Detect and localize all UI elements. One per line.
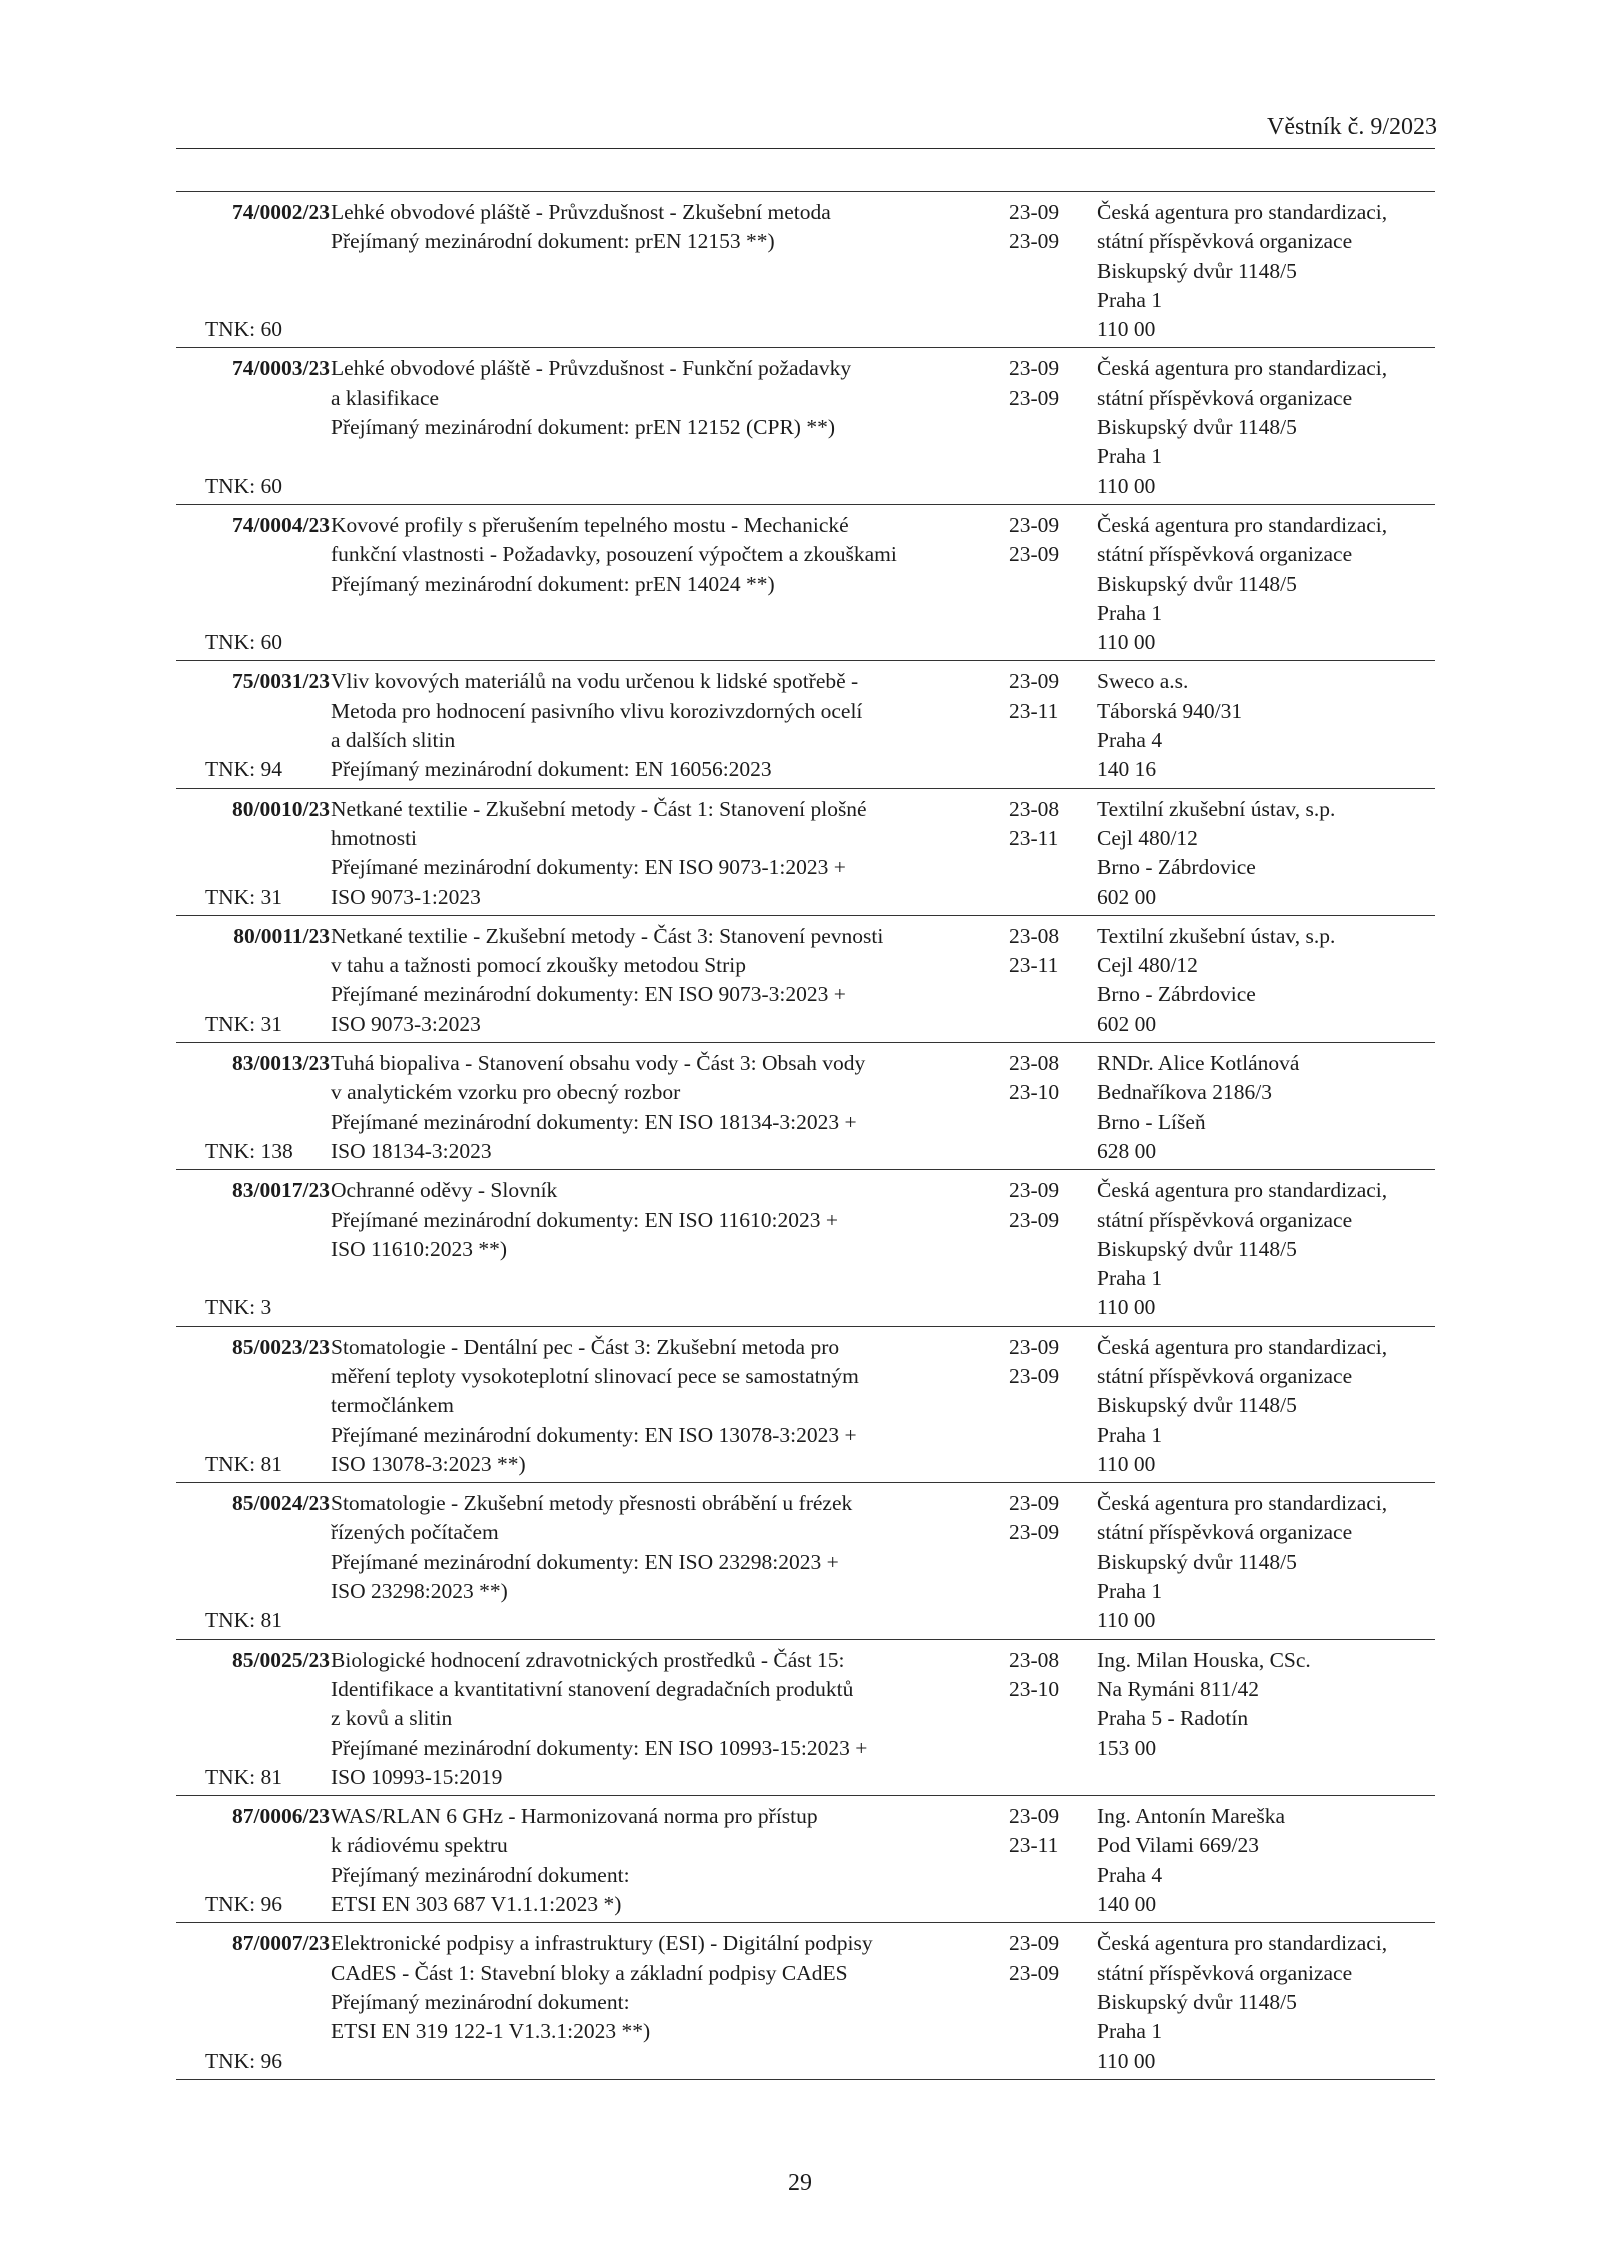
entry-date: 23-08 xyxy=(1009,1647,1060,1672)
entry-date: 23-09 xyxy=(1009,200,1060,224)
entry-id-cell xyxy=(176,1326,331,1482)
entry-date: 23-09 xyxy=(1009,1334,1060,1359)
entry-organization-line: Praha 1 xyxy=(1097,444,1163,469)
bulletin-title: Věstník č. 9/2023 xyxy=(1267,114,1437,140)
entry-organization-cell xyxy=(1097,915,1435,1042)
entry-organization-cell xyxy=(1097,788,1435,915)
entry-organization-line: Praha 1 xyxy=(1097,1266,1163,1291)
entry-date: 23-09 xyxy=(1009,1178,1060,1203)
entry-tnk: TNK: 94 xyxy=(205,757,283,782)
table-row xyxy=(176,192,1435,348)
entry-dates-cell xyxy=(1009,1483,1097,1639)
entry-id-cell xyxy=(176,915,331,1042)
entry-id-cell xyxy=(176,1483,331,1639)
entry-title-cell xyxy=(331,1796,1009,1923)
entry-title-line: ISO 9073-1:2023 xyxy=(331,884,481,909)
entry-title-line: Přejímaný mezinárodní dokument: xyxy=(331,1989,630,2014)
entry-title-cell xyxy=(331,192,1009,348)
entry-organization-line: 110 00 xyxy=(1097,2048,1156,2073)
entry-title-line: Netkané textilie - Zkušební metody - Část 1: Stanovení plošné xyxy=(331,796,867,821)
entry-date: 23-08 xyxy=(1009,796,1060,821)
entry-tnk: TNK: 81 xyxy=(205,1451,283,1476)
entry-organization-line: Brno - Zábrdovice xyxy=(1097,855,1256,880)
entry-date: 23-10 xyxy=(1009,1080,1060,1105)
entry-organization-cell xyxy=(1097,1639,1435,1795)
entry-organization-line: Česká agentura pro standardizaci, xyxy=(1097,1931,1388,1956)
entry-organization-line: RNDr. Alice Kotlánová xyxy=(1097,1051,1300,1076)
entry-tnk: TNK: 81 xyxy=(205,1608,283,1633)
entry-date: 23-09 xyxy=(1009,1491,1060,1516)
page-number: 29 xyxy=(788,2170,812,2196)
entry-title-line: ISO 11610:2023 **) xyxy=(331,1236,507,1261)
entry-dates-cell xyxy=(1009,915,1097,1042)
entry-organization-line: Česká agentura pro standardizaci, xyxy=(1097,356,1388,381)
entry-dates-cell xyxy=(1009,661,1097,788)
entry-title-cell xyxy=(331,1923,1009,2079)
entry-organization-line: Praha 1 xyxy=(1097,287,1163,312)
entry-organization-line: Biskupský dvůr 1148/5 xyxy=(1097,415,1297,440)
entry-title-cell xyxy=(331,504,1009,660)
entry-organization-line: státní příspěvková organizace xyxy=(1097,1207,1353,1232)
table-row xyxy=(176,661,1435,788)
entry-title-line: Netkané textilie - Zkušební metody - Část 3: Stanovení pevnosti xyxy=(331,923,884,948)
table-row xyxy=(176,1639,1435,1795)
entry-tnk: TNK: 138 xyxy=(205,1138,293,1163)
entry-title-cell xyxy=(331,1483,1009,1639)
entry-title-cell xyxy=(331,1326,1009,1482)
entry-title-line: v analytickém vzorku pro obecný rozbor xyxy=(331,1080,681,1105)
entry-organization-line: Praha 5 - Radotín xyxy=(1097,1706,1249,1731)
entry-date: 23-09 xyxy=(1009,1207,1060,1232)
entry-tnk: TNK: 81 xyxy=(205,1764,283,1789)
entry-title-line: Stomatologie - Zkušební metody přesnosti obrábění u frézek xyxy=(331,1491,853,1516)
entry-organization-line: 602 00 xyxy=(1097,1011,1157,1036)
entry-date: 23-11 xyxy=(1009,825,1059,850)
entry-organization-line: Praha 1 xyxy=(1097,1422,1163,1447)
entry-title-line: ETSI EN 303 687 V1.1.1:2023 *) xyxy=(331,1892,622,1917)
entry-title-line: v tahu a tažnosti pomocí zkoušky metodou Strip xyxy=(331,953,747,978)
entry-title-line: ISO 23298:2023 **) xyxy=(331,1579,508,1604)
entry-organization-line: 110 00 xyxy=(1097,317,1156,342)
entry-title-line: Přejímaný mezinárodní dokument: prEN 12153 **) xyxy=(331,229,775,254)
entry-organization-line: Brno - Líšeň xyxy=(1097,1109,1206,1134)
entry-id: 83/0013/23 xyxy=(232,1051,330,1076)
entry-organization-line: státní příspěvková organizace xyxy=(1097,1520,1353,1545)
entry-tnk: TNK: 3 xyxy=(205,1295,272,1320)
entry-dates-cell xyxy=(1009,1639,1097,1795)
entry-organization-line: státní příspěvková organizace xyxy=(1097,229,1353,254)
entry-date: 23-09 xyxy=(1009,669,1060,694)
entry-organization-line: Biskupský dvůr 1148/5 xyxy=(1097,571,1297,596)
entry-date: 23-09 xyxy=(1009,1520,1060,1545)
entry-title-line: Přejímané mezinárodní dokumenty: EN ISO 13078-3:2023 + xyxy=(331,1422,857,1447)
entry-title-cell xyxy=(331,788,1009,915)
table-row xyxy=(176,1170,1435,1326)
entry-organization-line: Biskupský dvůr 1148/5 xyxy=(1097,1989,1297,2014)
entry-title-line: ISO 9073-3:2023 xyxy=(331,1011,481,1036)
entry-organization-cell xyxy=(1097,661,1435,788)
entry-organization-line: Textilní zkušební ústav, s.p. xyxy=(1097,923,1336,948)
entry-date: 23-10 xyxy=(1009,1676,1060,1701)
standards-table xyxy=(176,191,1435,2080)
entry-title-line: Přejímané mezinárodní dokumenty: EN ISO 9073-1:2023 + xyxy=(331,855,846,880)
entry-title-line: Přejímaný mezinárodní dokument: prEN 12152 (CPR) **) xyxy=(331,415,835,440)
table-row xyxy=(176,1796,1435,1923)
entry-organization-line: Biskupský dvůr 1148/5 xyxy=(1097,1549,1297,1574)
entry-date: 23-09 xyxy=(1009,229,1060,254)
entry-title-line: Ochranné oděvy - Slovník xyxy=(331,1178,558,1203)
entry-dates-cell xyxy=(1009,504,1097,660)
entry-organization-line: Biskupský dvůr 1148/5 xyxy=(1097,1393,1297,1418)
entry-date: 23-09 xyxy=(1009,385,1060,410)
entry-title-line: Lehké obvodové pláště - Průvzdušnost - Funkční požadavky xyxy=(331,356,852,381)
entry-organization-line: Praha 4 xyxy=(1097,728,1163,753)
entry-id-cell xyxy=(176,1796,331,1923)
entry-title-line: Metoda pro hodnocení pasivního vlivu korozivzdorných ocelí xyxy=(331,698,863,723)
entry-organization-cell xyxy=(1097,192,1435,348)
entry-organization-line: Praha 1 xyxy=(1097,600,1163,625)
entry-organization-line: 110 00 xyxy=(1097,1451,1156,1476)
entry-organization-line: Praha 1 xyxy=(1097,2019,1163,2044)
entry-organization-line: Bednaříkova 2186/3 xyxy=(1097,1080,1272,1105)
entry-title-line: WAS/RLAN 6 GHz - Harmonizovaná norma pro přístup xyxy=(331,1804,818,1829)
entry-title-line: k rádiovému spektru xyxy=(331,1833,508,1858)
entry-title-cell xyxy=(331,1639,1009,1795)
entry-organization-line: státní příspěvková organizace xyxy=(1097,542,1353,567)
entry-title-line: z kovů a slitin xyxy=(331,1706,453,1731)
entry-id: 74/0004/23 xyxy=(232,512,330,537)
table-row xyxy=(176,348,1435,504)
entry-title-line: měření teploty vysokoteplotní slinovací pece se samostatným xyxy=(331,1363,859,1388)
entry-organization-line: Česká agentura pro standardizaci, xyxy=(1097,1334,1388,1359)
entry-date: 23-09 xyxy=(1009,1960,1060,1985)
entry-title-line: Vliv kovových materiálů na vodu určenou k lidské spotřebě - xyxy=(331,669,859,694)
entry-title-line: Lehké obvodové pláště - Průvzdušnost - Zkušební metoda xyxy=(331,200,831,224)
entry-organization-line: 140 00 xyxy=(1097,1892,1157,1917)
entry-date: 23-08 xyxy=(1009,923,1060,948)
entry-organization-line: Textilní zkušební ústav, s.p. xyxy=(1097,796,1336,821)
entry-id-cell xyxy=(176,788,331,915)
entry-tnk: TNK: 60 xyxy=(205,473,283,498)
entry-tnk: TNK: 60 xyxy=(205,630,283,655)
entry-title-line: a dalších slitin xyxy=(331,728,456,753)
entry-organization-line: Pod Vilami 669/23 xyxy=(1097,1833,1259,1858)
entry-date: 23-09 xyxy=(1009,1363,1060,1388)
entry-organization-line: Sweco a.s. xyxy=(1097,669,1189,694)
entry-id: 80/0010/23 xyxy=(232,796,330,821)
entry-organization-line: 628 00 xyxy=(1097,1138,1157,1163)
entry-title-cell xyxy=(331,1170,1009,1326)
entry-title-cell xyxy=(331,348,1009,504)
entry-id: 75/0031/23 xyxy=(232,669,330,694)
entry-title-cell xyxy=(331,915,1009,1042)
entry-id: 87/0007/23 xyxy=(232,1931,330,1956)
entry-title-cell xyxy=(331,661,1009,788)
table-row xyxy=(176,1923,1435,2079)
entry-title-line: Identifikace a kvantitativní stanovení degradačních produktů xyxy=(331,1676,854,1701)
entry-organization-line: Brno - Zábrdovice xyxy=(1097,982,1256,1007)
table-row xyxy=(176,1483,1435,1639)
entry-title-line: Přejímané mezinárodní dokumenty: EN ISO 9073-3:2023 + xyxy=(331,982,846,1007)
entry-date: 23-09 xyxy=(1009,542,1060,567)
table-row xyxy=(176,1043,1435,1170)
table-row xyxy=(176,504,1435,660)
entry-id-cell xyxy=(176,504,331,660)
entry-id: 74/0003/23 xyxy=(232,356,330,381)
entry-title-line: ETSI EN 319 122-1 V1.3.1:2023 **) xyxy=(331,2019,651,2044)
entry-id-cell xyxy=(176,1043,331,1170)
entry-date: 23-09 xyxy=(1009,1931,1060,1956)
entry-organization-line: 110 00 xyxy=(1097,1295,1156,1320)
entry-date: 23-11 xyxy=(1009,1833,1059,1858)
entry-organization-line: 110 00 xyxy=(1097,473,1156,498)
entry-id: 85/0024/23 xyxy=(232,1491,330,1516)
entry-title-line: Přejímané mezinárodní dokumenty: EN ISO 10993-15:2023 + xyxy=(331,1735,868,1760)
entry-organization-cell xyxy=(1097,1170,1435,1326)
table-row xyxy=(176,788,1435,915)
entry-date: 23-09 xyxy=(1009,512,1060,537)
entry-date: 23-08 xyxy=(1009,1051,1060,1076)
entry-id: 85/0023/23 xyxy=(232,1334,330,1359)
entry-organization-line: Táborská 940/31 xyxy=(1097,698,1243,723)
entry-id-cell xyxy=(176,192,331,348)
entry-title-line: Biologické hodnocení zdravotnických prostředků - Část 15: xyxy=(331,1647,845,1672)
entry-date: 23-09 xyxy=(1009,356,1060,381)
entry-title-line: Přejímaný mezinárodní dokument: xyxy=(331,1862,630,1887)
entry-id: 85/0025/23 xyxy=(232,1647,330,1672)
entry-title-cell xyxy=(331,1043,1009,1170)
entry-title-line: CAdES - Část 1: Stavební bloky a základní podpisy CAdES xyxy=(331,1960,848,1985)
entry-title-line: řízených počítačem xyxy=(331,1520,499,1545)
entry-title-line: Přejímané mezinárodní dokumenty: EN ISO 11610:2023 + xyxy=(331,1207,838,1232)
entry-id: 83/0017/23 xyxy=(232,1178,330,1203)
entry-date: 23-11 xyxy=(1009,698,1059,723)
entry-dates-cell xyxy=(1009,1923,1097,2079)
entry-organization-cell xyxy=(1097,348,1435,504)
entry-organization-line: Biskupský dvůr 1148/5 xyxy=(1097,1236,1297,1261)
entry-organization-line: 153 00 xyxy=(1097,1735,1157,1760)
entry-organization-line: státní příspěvková organizace xyxy=(1097,1363,1353,1388)
entry-dates-cell xyxy=(1009,1170,1097,1326)
entry-organization-cell xyxy=(1097,1043,1435,1170)
entry-organization-line: Česká agentura pro standardizaci, xyxy=(1097,512,1388,537)
entry-organization-line: Ing. Antonín Mareška xyxy=(1097,1804,1286,1829)
entry-title-line: termočlánkem xyxy=(331,1393,454,1418)
table-row xyxy=(176,1326,1435,1482)
entry-date: 23-11 xyxy=(1009,953,1059,978)
entry-dates-cell xyxy=(1009,1796,1097,1923)
entry-dates-cell xyxy=(1009,1326,1097,1482)
entry-title-line: ISO 18134-3:2023 xyxy=(331,1138,492,1163)
entry-date: 23-09 xyxy=(1009,1804,1060,1829)
entry-organization-cell xyxy=(1097,1326,1435,1482)
table-row xyxy=(176,915,1435,1042)
entry-organization-line: Česká agentura pro standardizaci, xyxy=(1097,1491,1388,1516)
entry-dates-cell xyxy=(1009,348,1097,504)
entry-title-line: Přejímané mezinárodní dokumenty: EN ISO 23298:2023 + xyxy=(331,1549,839,1574)
entry-title-line: a klasifikace xyxy=(331,385,440,410)
entry-organization-line: Česká agentura pro standardizaci, xyxy=(1097,1178,1388,1203)
entry-organization-line: Praha 1 xyxy=(1097,1579,1163,1604)
entry-title-line: Přejímaný mezinárodní dokument: EN 16056:2023 xyxy=(331,757,772,782)
entry-organization-cell xyxy=(1097,1796,1435,1923)
entry-dates-cell xyxy=(1009,192,1097,348)
entry-organization-cell xyxy=(1097,1923,1435,2079)
entry-tnk: TNK: 96 xyxy=(205,1892,283,1917)
entry-id-cell xyxy=(176,1639,331,1795)
entry-title-line: hmotnosti xyxy=(331,825,418,850)
entry-organization-line: Na Rymáni 811/42 xyxy=(1097,1676,1259,1701)
entry-dates-cell xyxy=(1009,1043,1097,1170)
entry-title-line: ISO 13078-3:2023 **) xyxy=(331,1451,526,1476)
entry-id-cell xyxy=(176,1170,331,1326)
entry-organization-cell xyxy=(1097,1483,1435,1639)
entry-title-line: funkční vlastnosti - Požadavky, posouzení výpočtem a zkouškami xyxy=(331,542,897,567)
entry-tnk: TNK: 60 xyxy=(205,317,283,342)
entry-title-line: Stomatologie - Dentální pec - Část 3: Zkušební metoda pro xyxy=(331,1334,840,1359)
entry-tnk: TNK: 31 xyxy=(205,1011,283,1036)
entry-id-cell xyxy=(176,661,331,788)
entry-organization-line: Cejl 480/12 xyxy=(1097,825,1198,850)
entry-id-cell xyxy=(176,348,331,504)
entry-tnk: TNK: 96 xyxy=(205,2048,283,2073)
entry-organization-line: Česká agentura pro standardizaci, xyxy=(1097,200,1388,224)
entry-id: 80/0011/23 xyxy=(233,923,330,948)
entry-organization-line: 110 00 xyxy=(1097,1608,1156,1633)
entry-organization-line: Cejl 480/12 xyxy=(1097,953,1198,978)
entry-title-line: Přejímané mezinárodní dokumenty: EN ISO 18134-3:2023 + xyxy=(331,1109,857,1134)
entry-organization-cell xyxy=(1097,504,1435,660)
entry-title-line: Elektronické podpisy a infrastruktury (ESI) - Digitální podpisy xyxy=(331,1931,873,1956)
entry-organization-line: Praha 4 xyxy=(1097,1862,1163,1887)
entry-organization-line: Ing. Milan Houska, CSc. xyxy=(1097,1647,1311,1672)
entry-dates-cell xyxy=(1009,788,1097,915)
entry-organization-line: státní příspěvková organizace xyxy=(1097,385,1353,410)
entry-tnk: TNK: 31 xyxy=(205,884,283,909)
entry-id: 87/0006/23 xyxy=(232,1804,330,1829)
entry-organization-line: 140 16 xyxy=(1097,757,1157,782)
entry-title-line: Přejímaný mezinárodní dokument: prEN 14024 **) xyxy=(331,571,775,596)
entry-title-line: ISO 10993-15:2019 xyxy=(331,1764,503,1789)
entry-organization-line: 110 00 xyxy=(1097,630,1156,655)
entry-organization-line: 602 00 xyxy=(1097,884,1157,909)
entry-organization-line: státní příspěvková organizace xyxy=(1097,1960,1353,1985)
entry-title-line: Tuhá biopaliva - Stanovení obsahu vody - Část 3: Obsah vody xyxy=(331,1051,866,1076)
entry-id: 74/0002/23 xyxy=(232,200,330,224)
entry-title-line: Kovové profily s přerušením tepelného mostu - Mechanické xyxy=(331,512,849,537)
entry-id-cell xyxy=(176,1923,331,2079)
entry-organization-line: Biskupský dvůr 1148/5 xyxy=(1097,258,1297,283)
header-divider xyxy=(176,148,1435,149)
